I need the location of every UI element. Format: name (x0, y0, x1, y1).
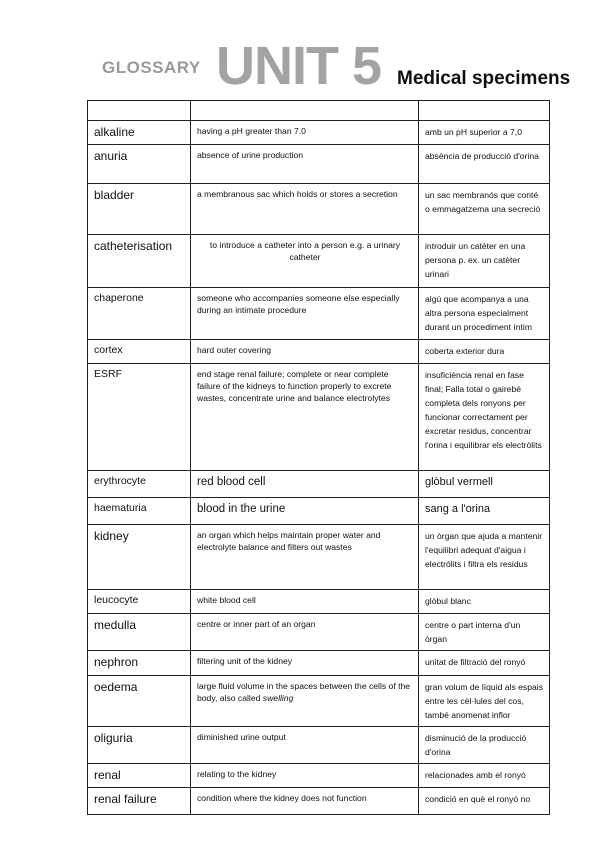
table-row (88, 364, 550, 471)
translation-cell: algú que acompanya a una altra persona especialment durant un procediment íntim (419, 288, 550, 340)
definition-italic-text: swelling (262, 693, 294, 703)
term-cell: chaperone (88, 288, 191, 340)
unit-title: UNIT 5 (216, 36, 382, 96)
definition-text: large fluid volume in the spaces between the cells of the body, also called (197, 681, 411, 703)
definition-cell: someone who accompanies someone else especially during an intimate procedure (191, 288, 419, 340)
term-cell: medulla (88, 614, 191, 651)
table-row (88, 498, 550, 525)
definition-cell (191, 676, 419, 727)
table-row (88, 235, 550, 288)
table-row (88, 788, 550, 815)
table-row (88, 651, 550, 676)
translation-cell: un òrgan que ajuda a mantenir l'equilibri adequat d'aigua i electròlits i filtra els residus (419, 525, 550, 590)
term-cell: renal failure (88, 788, 191, 815)
definition-cell: red blood cell (191, 471, 419, 498)
header-cell-definition (191, 101, 419, 121)
term-cell: oliguria (88, 727, 191, 764)
definition-cell: filtering unit of the kidney (191, 651, 419, 676)
translation-cell: amb un pH superior a 7,0 (419, 121, 550, 145)
term-cell: nephron (88, 651, 191, 676)
definition-cell: centre or inner part of an organ (191, 614, 419, 651)
translation-cell: relacionades amb el ronyó (419, 764, 550, 788)
translation-cell: introduir un catèter en una persona p. ex. un catèter urinari (419, 235, 550, 288)
table-row (88, 525, 550, 590)
definition-cell: to introduce a catheter into a person e.g. a urinary catheter (191, 235, 419, 288)
table-row (88, 764, 550, 788)
translation-cell: coberta exterior dura (419, 340, 550, 364)
term-cell: kidney (88, 525, 191, 590)
table-row (88, 145, 550, 184)
term-cell: erythrocyte (88, 471, 191, 498)
translation-cell: glòbul blanc (419, 590, 550, 614)
translation-cell: condició en què el ronyó no (419, 788, 550, 815)
glossary-table (87, 100, 550, 815)
definition-cell: blood in the urine (191, 498, 419, 525)
definition-cell: relating to the kidney (191, 764, 419, 788)
table-header-row (88, 101, 550, 121)
term-cell: anuria (88, 145, 191, 184)
term-cell: alkaline (88, 121, 191, 145)
table-row (88, 184, 550, 235)
term-cell: bladder (88, 184, 191, 235)
translation-cell: un sac membranós que conté o emmagatzema una secreció (419, 184, 550, 235)
definition-cell: white blood cell (191, 590, 419, 614)
translation-cell: sang a l'orina (419, 498, 550, 525)
definition-cell: end stage renal failure; complete or near complete failure of the kidneys to function properly to excrete wastes, concentrate urine and balance electrolytes (191, 364, 419, 471)
definition-cell: a membranous sac which holds or stores a secretion (191, 184, 419, 235)
definition-cell: absence of urine production (191, 145, 419, 184)
translation-cell: disminució de la producció d'orina (419, 727, 550, 764)
translation-cell: absència de producció d'orina (419, 145, 550, 184)
translation-cell: glòbul vermell (419, 471, 550, 498)
unit-subtitle: Medical specimens (397, 68, 571, 89)
table-row (88, 614, 550, 651)
term-cell: ESRF (88, 364, 191, 471)
definition-cell: hard outer covering (191, 340, 419, 364)
translation-cell: gran volum de líquid als espais entre les cèl·lules del cos, també anomenat inflor (419, 676, 550, 727)
header-cell-term (88, 101, 191, 121)
term-cell: leucocyte (88, 590, 191, 614)
term-cell: haematuria (88, 498, 191, 525)
table-row (88, 590, 550, 614)
table-row (88, 340, 550, 364)
translation-cell: centre o part interna d'un òrgan (419, 614, 550, 651)
page-header (0, 36, 600, 100)
definition-cell: an organ which helps maintain proper water and electrolyte balance and filters out wastes (191, 525, 419, 590)
table-row (88, 676, 550, 727)
definition-cell: condition where the kidney does not function (191, 788, 419, 815)
translation-cell: unitat de filtració del ronyó (419, 651, 550, 676)
term-cell: renal (88, 764, 191, 788)
table-row (88, 121, 550, 145)
term-cell: catheterisation (88, 235, 191, 288)
table-row (88, 471, 550, 498)
translation-cell: insuficiència renal en fase final; Falla total o gairebé completa dels ronyons per funcionar correctament per excretar residus, concentrar l'orina i equilibrar els electròlits (419, 364, 550, 471)
header-cell-translation (419, 101, 550, 121)
definition-cell: diminished urine output (191, 727, 419, 764)
definition-cell: having a pH greater than 7.0 (191, 121, 419, 145)
term-cell: cortex (88, 340, 191, 364)
table-row (88, 727, 550, 764)
glossary-label: GLOSSARY (102, 58, 201, 77)
term-cell: oedema (88, 676, 191, 727)
table-row (88, 288, 550, 340)
